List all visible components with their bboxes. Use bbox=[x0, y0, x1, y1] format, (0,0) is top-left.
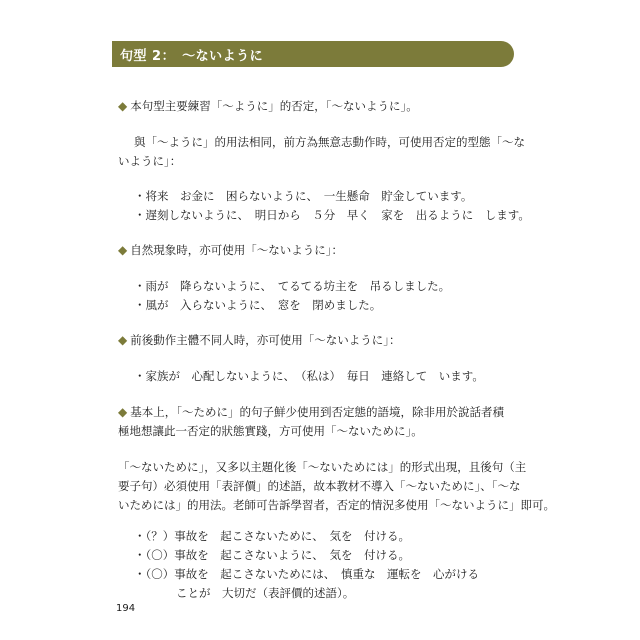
section-title: 句型 2： 〜ないように bbox=[120, 49, 264, 64]
heading-text: 前後動作主體不同人時，亦可使用「〜ないように」： bbox=[130, 333, 401, 347]
example-sentence: ・雨が 降らないように、 てるてる坊主を 吊るしました。 bbox=[134, 279, 451, 293]
bullet-heading-4 bbox=[118, 404, 504, 420]
diamond-bullet-icon: ◆ bbox=[118, 405, 128, 419]
heading-text: 基本上，「〜ために」的句子鮮少使用到否定態的語境，除非用於說話者積 bbox=[130, 405, 504, 419]
paragraph-line: いためには」的用法。老師可告訴學習者，否定的情況多使用「〜ないように」即可。 bbox=[118, 498, 555, 512]
example-sentence: ・風が 入らないように、 窓を 閉めました。 bbox=[134, 298, 382, 312]
paragraph-line: いように」： bbox=[118, 154, 182, 168]
example-sentence: ・（？）事故を 起こさないために、 気を 付ける。 bbox=[134, 529, 410, 543]
heading-text: 本句型主要練習「〜ように」的否定，「〜ないように」。 bbox=[130, 99, 418, 113]
heading-text: 自然現象時，亦可使用「〜ないように」： bbox=[130, 243, 343, 257]
bullet-heading-1 bbox=[118, 98, 418, 114]
section-header-bar bbox=[112, 41, 514, 67]
paragraph-line: 極地想讓此一否定的狀態實踐，方可使用「〜ないために」。 bbox=[118, 424, 423, 438]
diamond-bullet-icon: ◆ bbox=[118, 99, 128, 113]
bullet-heading-2 bbox=[118, 242, 343, 258]
bullet-heading-3 bbox=[118, 332, 400, 348]
example-sentence: ・（〇）事故を 起こさないように、 気を 付ける。 bbox=[134, 548, 410, 562]
diamond-bullet-icon: ◆ bbox=[118, 333, 128, 347]
paragraph-line: 與「〜ように」的用法相同，前方為無意志動作時，可使用否定的型態「〜な bbox=[134, 135, 525, 149]
paragraph-line: 「〜ないために」，又多以主題化後「〜ないためには」的形式出現，且後句（主 bbox=[118, 460, 527, 474]
page-number: 194 bbox=[116, 603, 136, 614]
diamond-bullet-icon: ◆ bbox=[118, 243, 128, 257]
example-sentence: ・遅刻しないように、 明日から ５分 早く 家を 出るように します。 bbox=[134, 208, 530, 222]
paragraph-line: 要子句）必須使用「表評價」的述語，故本教材不導入「〜ないために」、「〜な bbox=[118, 479, 521, 493]
example-sentence: ・（〇）事故を 起こさないためには、 慎重な 運転を 心がける bbox=[134, 567, 479, 581]
example-sentence: ・将来 お金に 困らないように、 一生懸命 貯金しています。 bbox=[134, 189, 473, 203]
example-sentence: ・家族が 心配しないように、 （私は） 毎日 連絡して います。 bbox=[134, 369, 484, 383]
example-sentence: ことが 大切だ（表評價的述語）。 bbox=[176, 586, 355, 600]
